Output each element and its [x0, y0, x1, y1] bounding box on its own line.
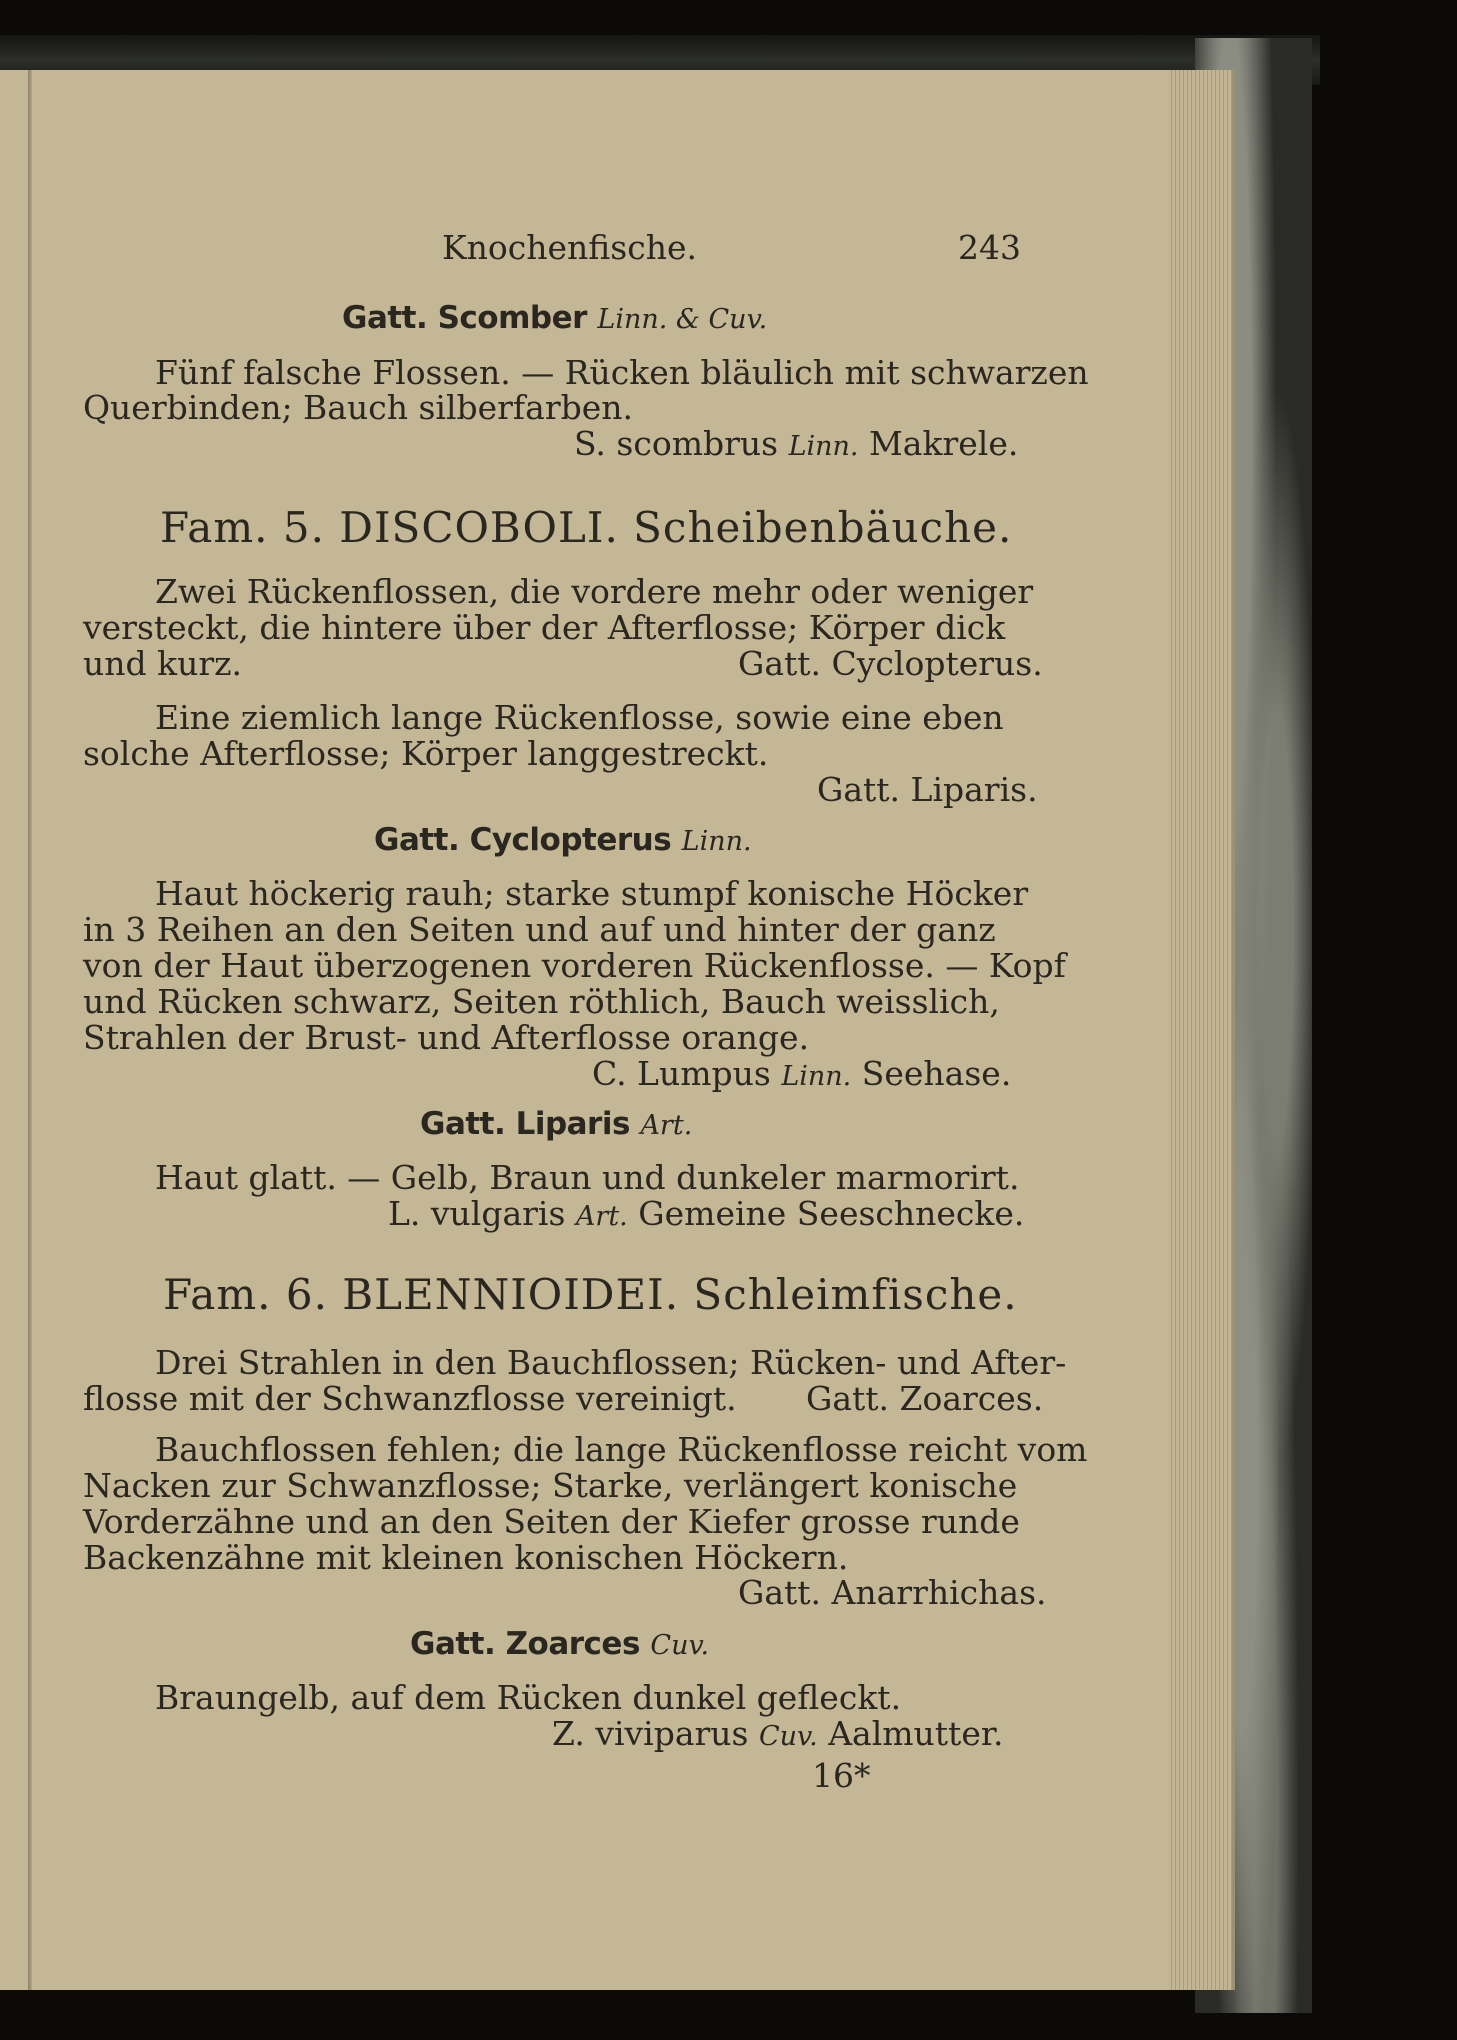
species-authority: Cuv.: [759, 1721, 818, 1752]
text-line: Fünf falsche Flossen. — Rücken bläulich mit schwarzen: [155, 353, 1089, 392]
text-line: von der Haut überzogenen vorderen Rückenflosse. — Kopf: [83, 946, 1066, 985]
species-line-scomber: [574, 425, 1018, 466]
text-line: Backenzähne mit kleinen konischen Höckern.: [83, 1538, 849, 1577]
genus-name: Gatt. Liparis: [420, 1106, 630, 1142]
printer-signature: 16*: [812, 1756, 871, 1795]
species-name: C. Lumpus: [592, 1054, 771, 1093]
text-line: Eine ziemlich lange Rückenflosse, sowie eine eben: [155, 698, 1004, 737]
species-name: S. scombrus: [574, 424, 779, 463]
genus-key-zoarces: Gatt. Zoarces.: [806, 1379, 1044, 1418]
page-gutter: [28, 70, 32, 1990]
text-line: in 3 Reihen an den Seiten und auf und hinter der ganz: [83, 910, 996, 949]
genus-key-cyclopterus: Gatt. Cyclopterus.: [738, 644, 1043, 683]
text-line: Bauchflossen fehlen; die lange Rückenflosse reicht vom: [155, 1430, 1088, 1469]
genus-authority: Linn.: [681, 826, 752, 857]
family-heading-5: Fam. 5. DISCOBOLI. Scheibenbäuche.: [160, 503, 1013, 552]
common-name: Seehase.: [861, 1054, 1012, 1093]
running-head: Knochenfische.: [442, 228, 697, 267]
genus-heading-scomber: [342, 298, 767, 339]
common-name: Gemeine Seeschnecke.: [638, 1194, 1025, 1233]
text-line: Vorderzähne und an den Seiten der Kiefer grosse runde: [83, 1502, 1020, 1541]
genus-heading-zoarces: [410, 1624, 709, 1665]
species-line-zoarces: [552, 1715, 1003, 1756]
text-line: Zwei Rückenflossen, die vordere mehr oder weniger: [155, 572, 1034, 611]
genus-authority: Linn. & Cuv.: [597, 304, 768, 335]
common-name: Aalmutter.: [828, 1714, 1004, 1753]
text-line: solche Afterflosse; Körper langgestreckt.: [83, 734, 769, 773]
genus-authority: Art.: [640, 1110, 693, 1141]
species-authority: Art.: [575, 1201, 628, 1232]
species-name: Z. viviparus: [552, 1714, 749, 1753]
text-line: Querbinden; Bauch silberfarben.: [83, 388, 633, 427]
genus-heading-cyclopterus: [374, 820, 752, 861]
text-line: Haut glatt. — Gelb, Braun und dunkeler marmorirt.: [155, 1158, 1020, 1197]
species-authority: Linn.: [781, 1061, 852, 1092]
common-name: Makrele.: [869, 424, 1019, 463]
text-line: Nacken zur Schwanzflosse; Starke, verlängert konische: [83, 1466, 1018, 1505]
genus-key-anarrhichas: Gatt. Anarrhichas.: [738, 1573, 1047, 1612]
text-line: Haut höckerig rauh; starke stumpf konische Höcker: [155, 874, 1029, 913]
text-line: Drei Strahlen in den Bauchflossen; Rücken- und After-: [155, 1343, 1067, 1382]
text-line: Strahlen der Brust- und Afterflosse orange.: [83, 1018, 810, 1057]
species-line-liparis: [388, 1195, 1024, 1236]
species-name: L. vulgaris: [388, 1194, 566, 1233]
text-line: flosse mit der Schwanzflosse vereinigt.: [83, 1379, 737, 1418]
species-line-cyclopterus: [592, 1055, 1011, 1096]
page-edges: [1168, 70, 1232, 1990]
family-heading-6: Fam. 6. BLENNIOIDEI. Schleimfische.: [163, 1270, 1018, 1319]
page-number: 243: [958, 228, 1021, 267]
genus-name: Gatt. Scomber: [342, 300, 587, 336]
genus-heading-liparis: [420, 1104, 692, 1145]
genus-authority: Cuv.: [650, 1630, 710, 1661]
text-line: versteckt, die hintere über der Afterflosse; Körper dick: [83, 608, 1006, 647]
species-authority: Linn.: [788, 431, 859, 462]
genus-name: Gatt. Zoarces: [410, 1626, 640, 1662]
text-line: Braungelb, auf dem Rücken dunkel gefleckt.: [155, 1678, 902, 1717]
text-line: und Rücken schwarz, Seiten röthlich, Bauch weisslich,: [83, 982, 1000, 1021]
text-line: und kurz.: [83, 644, 243, 683]
genus-name: Gatt. Cyclopterus: [374, 822, 672, 858]
genus-key-liparis: Gatt. Liparis.: [817, 770, 1038, 809]
